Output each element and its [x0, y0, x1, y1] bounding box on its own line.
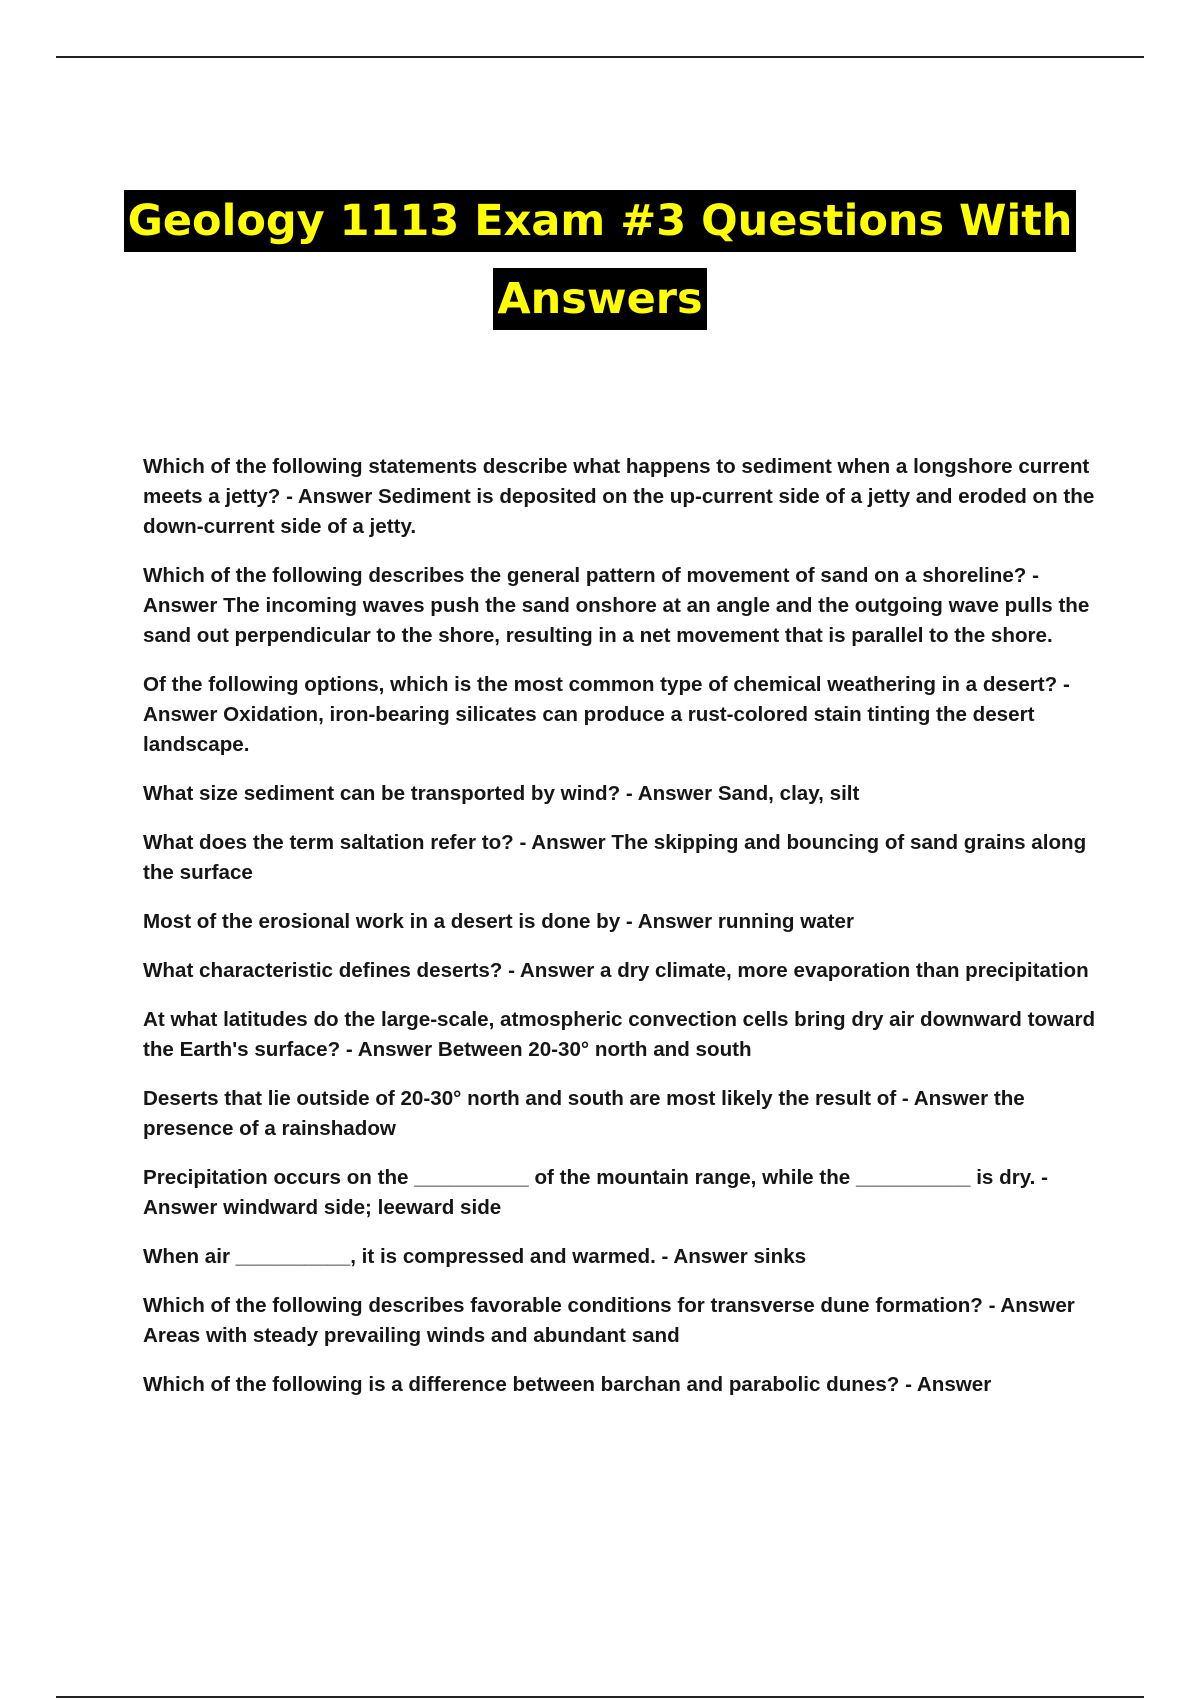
qa-answer: Oxidation, iron-bearing silicates can produce a rust-colored stain tinting the desert landscape. — [143, 703, 1035, 756]
qa-question: Which of the following statements describe what happens to sediment when a longshore current meets a jetty? - Answer — [143, 455, 1090, 508]
qa-question: What characteristic defines deserts? - Answer — [143, 959, 595, 982]
qa-answer: Between 20-30° north and south — [437, 1038, 752, 1061]
qa-item — [143, 907, 1103, 937]
qa-list — [143, 452, 1103, 1419]
qa-question: Which of the following describes the general pattern of movement of sand on a shoreline? - Answer — [143, 564, 1039, 617]
qa-question: Which of the following describes favorable conditions for transverse dune formation? - Answer — [143, 1294, 1075, 1317]
qa-question: Of the following options, which is the most common type of chemical weathering in a desert? - Answer — [143, 673, 1070, 726]
qa-item — [143, 561, 1103, 651]
document-title — [100, 190, 1100, 346]
title-line-2: Answers — [493, 268, 706, 330]
qa-item — [143, 779, 1103, 809]
qa-item — [143, 452, 1103, 542]
bottom-rule — [56, 1696, 1144, 1698]
qa-item — [143, 1242, 1103, 1272]
title-line-1: Geology 1113 Exam #3 Questions With — [124, 190, 1077, 252]
qa-answer: windward side; leeward side — [223, 1196, 502, 1219]
qa-item — [143, 1084, 1103, 1144]
qa-answer: Sediment is deposited on the up-current side of a jetty and eroded on the down-current side of a jetty. — [143, 485, 1095, 538]
qa-question: Precipitation occurs on the __________ of the mountain range, while the __________ is dry. - Answer — [143, 1166, 1048, 1219]
qa-answer: The skipping and bouncing of sand grains along the surface — [143, 831, 1087, 884]
qa-item — [143, 1370, 1103, 1400]
top-rule — [56, 56, 1144, 58]
qa-item — [143, 1005, 1103, 1065]
qa-question: Most of the erosional work in a desert is done by - Answer — [143, 910, 713, 933]
qa-answer: a dry climate, more evaporation than precipitation — [600, 959, 1089, 982]
qa-answer: Sand, clay, silt — [717, 782, 860, 805]
qa-item — [143, 1163, 1103, 1223]
qa-answer: Areas with steady prevailing winds and abundant sand — [143, 1324, 680, 1347]
qa-item — [143, 956, 1103, 986]
qa-answer: sinks — [753, 1245, 807, 1268]
qa-answer: the presence of a rainshadow — [143, 1087, 1025, 1140]
qa-question: Which of the following is a difference between barchan and parabolic dunes? - Answer — [143, 1373, 992, 1396]
qa-answer: The incoming waves push the sand onshore at an angle and the outgoing wave pulls the sand out perpendicular to the shore, resulting in a net movement that is parallel to the shore. — [143, 594, 1090, 647]
qa-item — [143, 1291, 1103, 1351]
qa-question: When air __________, it is compressed and warmed. - Answer — [143, 1245, 748, 1268]
qa-question: At what latitudes do the large-scale, atmospheric convection cells bring dry air downward toward the Earth's surface? - Answer — [143, 1008, 1096, 1061]
qa-item — [143, 670, 1103, 760]
qa-question: What does the term saltation refer to? - Answer — [143, 831, 606, 854]
qa-answer: running water — [717, 910, 854, 933]
qa-question: What size sediment can be transported by wind? - Answer — [143, 782, 713, 805]
qa-item — [143, 828, 1103, 888]
qa-question: Deserts that lie outside of 20-30° north and south are most likely the result of - Answer — [143, 1087, 989, 1110]
